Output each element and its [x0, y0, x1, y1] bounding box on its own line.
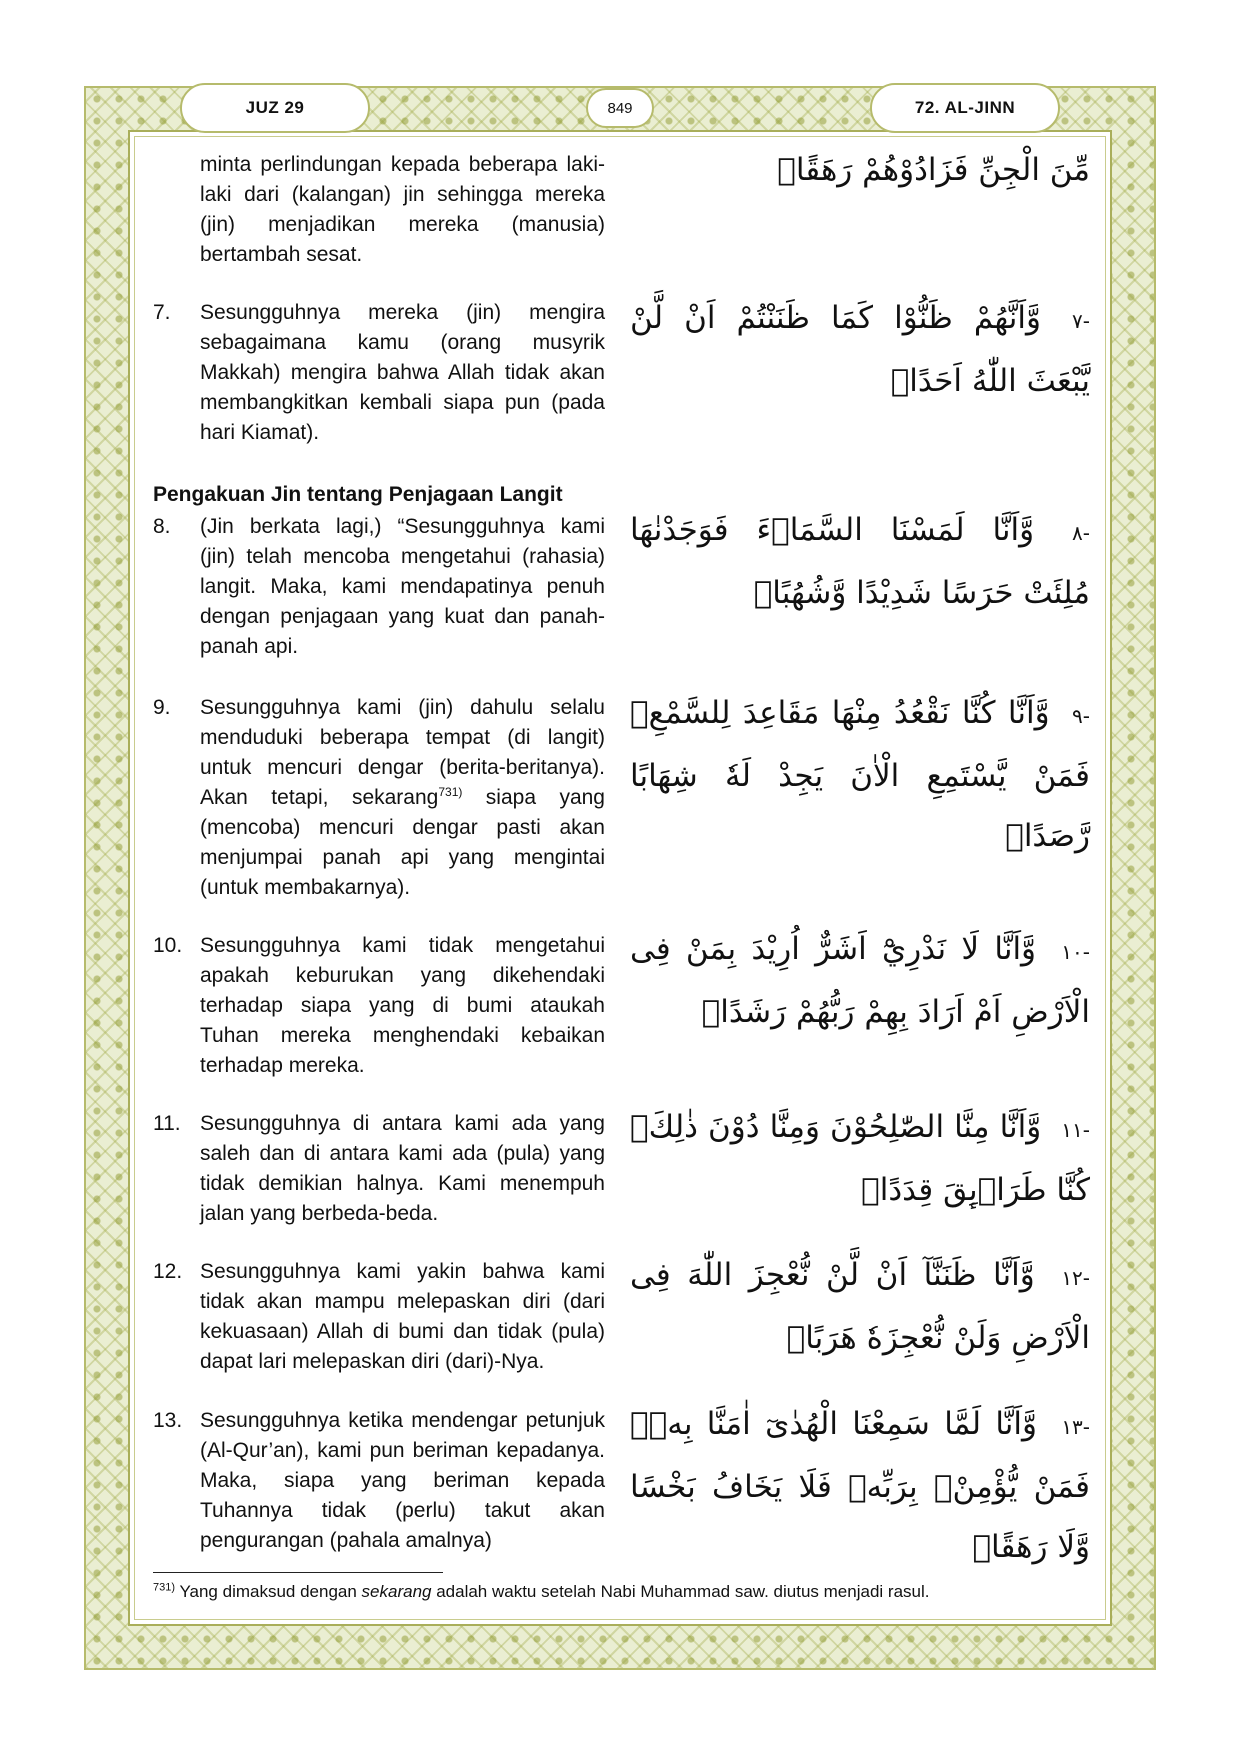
- verse-number: 10.: [153, 934, 183, 957]
- verse-number: 13.: [153, 1409, 183, 1432]
- verse-number: 7.: [153, 301, 171, 324]
- verse-number: 9.: [153, 696, 171, 719]
- arabic-verse-number: -٧: [1072, 309, 1090, 333]
- verse-number: 8.: [153, 515, 171, 538]
- juz-label: JUZ 29: [180, 83, 370, 133]
- page-number: 849: [586, 88, 654, 128]
- footnote-divider: [153, 1572, 443, 1573]
- verse-arabic: -١١ وَّاَنَّا مِنَّا الصّٰلِحُوْنَ وَمِنَّا دُوْنَ ذٰلِكَۗ كُنَّا طَرَاۤىِٕقَ قِدَدًاۙ: [630, 1109, 1090, 1208]
- arabic-verse-number: -٨: [1072, 521, 1090, 545]
- surah-title: 72. AL-JINN: [870, 83, 1060, 133]
- section-heading: Pengakuan Jin tentang Penjagaan Langit: [153, 483, 563, 506]
- arabic-verse-number: -١٠: [1061, 940, 1090, 964]
- verse-number: 11.: [153, 1112, 181, 1135]
- arabic-verse-number: -٩: [1072, 704, 1090, 728]
- verse-number: 12.: [153, 1260, 183, 1283]
- footnote: $^{731)}$ Yang dimaksud dengan sekarang adalah waktu setelah Nabi Muhammad saw. diutus menjadi rasul.: [153, 1581, 930, 1601]
- verse-arabic: -١٣ وَّاَنَّا لَمَّا سَمِعْنَا الْهُدٰىٓ اٰمَنَّا بِهٖۗ فَمَنْ يُّؤْمِنْۢ بِرَبِّهٖ فَلَا يَخَافُ بَخْسًا وَّلَا رَهَقًاۖ: [630, 1406, 1091, 1565]
- arabic-verse-number: -١١: [1061, 1118, 1090, 1142]
- arabic-verse-number: -١٢: [1061, 1266, 1091, 1290]
- verse-arabic: -١٠ وَّاَنَّا لَا نَدْرِيْٓ اَشَرٌّ اُرِيْدَ بِمَنْ فِى الْاَرْضِ اَمْ اَرَادَ بِهِمْ رَبُّهُمْ رَشَدًاۙ: [630, 931, 1090, 1030]
- verse-arabic: -١٢ وَّاَنَّا ظَنَنَّآ اَنْ لَّنْ نُّعْجِزَ اللّٰهَ فِى الْاَرْضِ وَلَنْ نُّعْجِزَهٗ هَرَبًاۖ: [630, 1257, 1091, 1356]
- verse-arabic: -٩ وَّاَنَّا كُنَّا نَقْعُدُ مِنْهَا مَقَاعِدَ لِلسَّمْعِۗ فَمَنْ يَّسْتَمِعِ الْاٰنَ يَجِدْ لَهٗ شِهَابًا رَّصَدًاۖ: [630, 695, 1090, 854]
- verse-arabic: -٨ وَّاَنَّا لَمَسْنَا السَّمَاۤءَ فَوَجَدْنٰهَا مُلِئَتْ حَرَسًا شَدِيْدًا وَّشُهُبًاۖ: [630, 512, 1090, 611]
- footnote-number: 731): [153, 1581, 176, 1594]
- arabic-verse-number: -١٣: [1061, 1415, 1091, 1439]
- verse-arabic: مِّنَ الْجِنِّ فَزَادُوْهُمْ رَهَقًاۖ: [777, 152, 1090, 188]
- footnote-ref[interactable]: 731): [438, 785, 463, 799]
- verse-arabic: -٧ وَّاَنَّهُمْ ظَنُّوْا كَمَا ظَنَنْتُمْ اَنْ لَّنْ يَّبْعَثَ اللّٰهُ اَحَدًاۖ: [630, 300, 1090, 399]
